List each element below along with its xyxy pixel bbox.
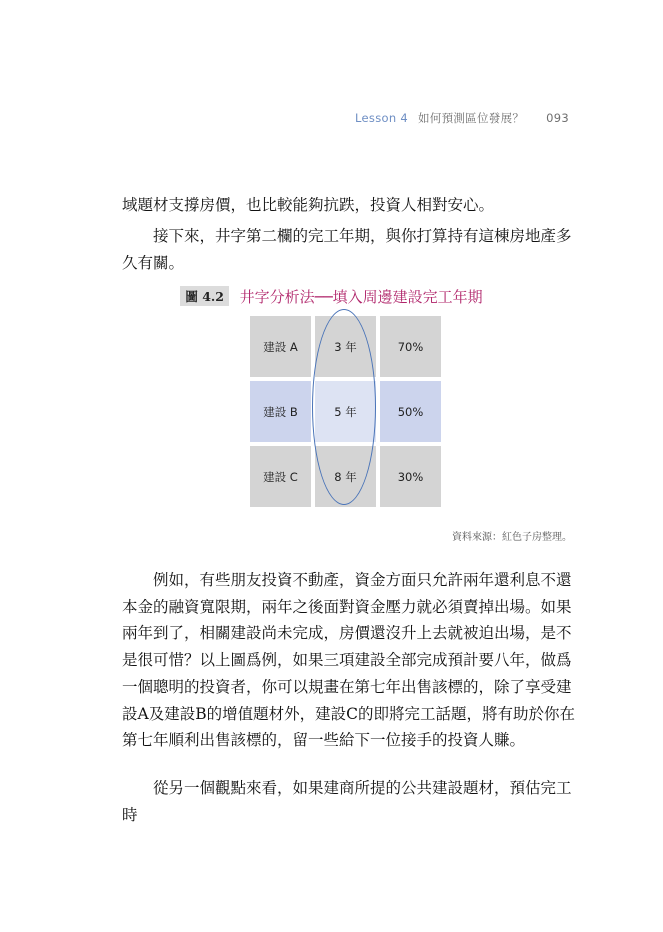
- grid-cell-years-c: 8 年: [315, 446, 376, 507]
- paragraph-1: 域題材支撐房價，也比較能夠抗跌，投資人相對安心。: [122, 196, 495, 214]
- paragraph-2: 接下來，井字第二欄的完工年期，與你打算持有這棟房地產多久有關。: [122, 227, 572, 272]
- grid-cell-percent-a: 70%: [380, 316, 441, 377]
- figure-source: 資料來源：紅色子房整理。: [452, 532, 572, 543]
- figure-caption: [0, 286, 663, 307]
- figure-title: 井字分析法──填入周邊建設完工年期: [239, 288, 483, 306]
- paragraph-4: 從另一個觀點來看，如果建商所提的公共建設題材，預估完工時: [122, 779, 572, 824]
- paragraph-3: 例如，有些朋友投資不動產，資金方面只允許兩年還利息不還本金的融資寬限期，兩年之後面對資金壓力就必須賣掉出場。如果兩年到了，相關建設尚未完成，房價還沒升上去就被迫出場，是不是很可惜？以上圖爲例，如果三項建設全部完成預計要八年，做爲一個聰明的投資者，你可以規畫在第七年出售該標的，除了享受建設A及建設B的增值題材外，建設C的即將完工話題，將有助於你在第七年順利出售該標的，留一些給下一位接手的投資人賺。: [122, 571, 575, 750]
- grid-cell-percent-c: 30%: [380, 446, 441, 507]
- lesson-label: Lesson 4: [355, 111, 408, 125]
- grid-cell-name-a: 建設 A: [250, 316, 311, 377]
- grid-cell-years-b: 5 年: [315, 381, 376, 442]
- page-number: 093: [546, 111, 569, 125]
- highlight-ellipse: [312, 309, 376, 505]
- grid-cell-name-c: 建設 C: [250, 446, 311, 507]
- grid-cell-percent-b: 50%: [380, 381, 441, 442]
- chapter-title: 如何預測區位發展？: [417, 111, 525, 125]
- figure-label: 圖 4.2: [180, 286, 229, 306]
- grid-cell-years-a: 3 年: [315, 316, 376, 377]
- running-header: [355, 110, 569, 126]
- grid-cell-name-b: 建設 B: [250, 381, 311, 442]
